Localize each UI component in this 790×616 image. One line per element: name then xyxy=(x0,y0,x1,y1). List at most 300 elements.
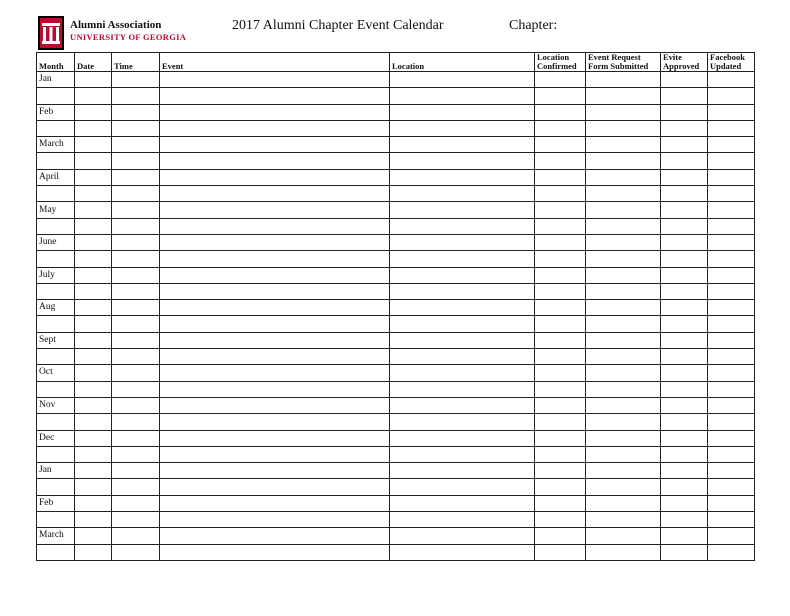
evite-approved-cell[interactable] xyxy=(661,88,708,104)
time-cell[interactable] xyxy=(112,88,160,104)
event-request-form-submitted-cell[interactable] xyxy=(586,528,661,544)
location-confirmed-cell[interactable] xyxy=(535,479,586,495)
event-request-form-submitted-cell[interactable] xyxy=(586,137,661,153)
evite-approved-cell[interactable] xyxy=(661,137,708,153)
date-cell[interactable] xyxy=(75,88,112,104)
date-cell[interactable] xyxy=(75,186,112,202)
location-cell[interactable] xyxy=(390,251,535,267)
time-cell[interactable] xyxy=(112,397,160,413)
location-confirmed-cell[interactable] xyxy=(535,218,586,234)
location-confirmed-cell[interactable] xyxy=(535,186,586,202)
arch-logo-icon xyxy=(38,16,64,50)
evite-approved-cell[interactable] xyxy=(661,267,708,283)
date-cell[interactable] xyxy=(75,349,112,365)
facebook-updated-cell[interactable] xyxy=(708,218,755,234)
date-cell[interactable] xyxy=(75,72,112,88)
event-cell[interactable] xyxy=(160,446,390,462)
month-cell xyxy=(37,381,75,397)
event-cell[interactable] xyxy=(160,300,390,316)
location-confirmed-cell[interactable] xyxy=(535,283,586,299)
table-row xyxy=(37,169,755,185)
month-cell xyxy=(37,153,75,169)
table-row xyxy=(37,202,755,218)
location-cell[interactable] xyxy=(390,88,535,104)
month-cell xyxy=(37,120,75,136)
facebook-updated-cell[interactable] xyxy=(708,72,755,88)
event-request-form-submitted-cell[interactable] xyxy=(586,120,661,136)
table-row xyxy=(37,218,755,234)
event-cell[interactable] xyxy=(160,479,390,495)
date-cell[interactable] xyxy=(75,365,112,381)
calendar-body xyxy=(37,72,755,561)
event-request-form-submitted-cell[interactable] xyxy=(586,365,661,381)
event-cell[interactable] xyxy=(160,234,390,250)
table-row xyxy=(37,381,755,397)
location-confirmed-cell[interactable] xyxy=(535,251,586,267)
date-cell[interactable] xyxy=(75,544,112,560)
event-cell[interactable] xyxy=(160,528,390,544)
table-row xyxy=(37,495,755,511)
evite-approved-cell[interactable] xyxy=(661,463,708,479)
date-cell[interactable] xyxy=(75,414,112,430)
time-cell[interactable] xyxy=(112,381,160,397)
facebook-updated-cell[interactable] xyxy=(708,381,755,397)
table-row xyxy=(37,251,755,267)
location-cell[interactable] xyxy=(390,463,535,479)
evite-approved-cell[interactable] xyxy=(661,218,708,234)
date-cell[interactable] xyxy=(75,495,112,511)
table-row xyxy=(37,283,755,299)
time-cell[interactable] xyxy=(112,218,160,234)
header-location: Location xyxy=(390,53,535,72)
event-cell[interactable] xyxy=(160,137,390,153)
event-request-form-submitted-cell[interactable] xyxy=(586,316,661,332)
event-cell[interactable] xyxy=(160,169,390,185)
date-cell[interactable] xyxy=(75,300,112,316)
evite-approved-cell[interactable] xyxy=(661,251,708,267)
month-cell: Feb xyxy=(37,104,75,120)
location-cell[interactable] xyxy=(390,218,535,234)
location-confirmed-cell[interactable] xyxy=(535,528,586,544)
table-row xyxy=(37,332,755,348)
logo-university-of-georgia: UNIVERSITY OF GEORGIA xyxy=(70,32,187,42)
evite-approved-cell[interactable] xyxy=(661,234,708,250)
time-cell[interactable] xyxy=(112,332,160,348)
event-request-form-submitted-cell[interactable] xyxy=(586,381,661,397)
month-cell xyxy=(37,218,75,234)
facebook-updated-cell[interactable] xyxy=(708,186,755,202)
event-cell[interactable] xyxy=(160,251,390,267)
time-cell[interactable] xyxy=(112,479,160,495)
location-cell[interactable] xyxy=(390,528,535,544)
evite-approved-cell[interactable] xyxy=(661,446,708,462)
evite-approved-cell[interactable] xyxy=(661,544,708,560)
event-cell[interactable] xyxy=(160,120,390,136)
month-cell xyxy=(37,186,75,202)
time-cell[interactable] xyxy=(112,186,160,202)
date-cell[interactable] xyxy=(75,169,112,185)
location-cell[interactable] xyxy=(390,495,535,511)
location-cell[interactable] xyxy=(390,430,535,446)
month-cell xyxy=(37,544,75,560)
evite-approved-cell[interactable] xyxy=(661,120,708,136)
date-cell[interactable] xyxy=(75,153,112,169)
location-cell[interactable] xyxy=(390,446,535,462)
evite-approved-cell[interactable] xyxy=(661,512,708,528)
evite-approved-cell[interactable] xyxy=(661,332,708,348)
location-cell[interactable] xyxy=(390,72,535,88)
location-confirmed-cell[interactable] xyxy=(535,72,586,88)
date-cell[interactable] xyxy=(75,104,112,120)
date-cell[interactable] xyxy=(75,316,112,332)
event-request-form-submitted-cell[interactable] xyxy=(586,495,661,511)
header-location-confirmed: Location Confirmed xyxy=(535,53,586,72)
date-cell[interactable] xyxy=(75,463,112,479)
month-cell: Jan xyxy=(37,72,75,88)
location-confirmed-cell[interactable] xyxy=(535,544,586,560)
date-cell[interactable] xyxy=(75,283,112,299)
time-cell[interactable] xyxy=(112,349,160,365)
location-cell[interactable] xyxy=(390,414,535,430)
evite-approved-cell[interactable] xyxy=(661,365,708,381)
event-cell[interactable] xyxy=(160,88,390,104)
event-cell[interactable] xyxy=(160,512,390,528)
facebook-updated-cell[interactable] xyxy=(708,234,755,250)
event-cell[interactable] xyxy=(160,463,390,479)
evite-approved-cell[interactable] xyxy=(661,72,708,88)
table-row xyxy=(37,479,755,495)
event-cell[interactable] xyxy=(160,349,390,365)
date-cell[interactable] xyxy=(75,267,112,283)
event-request-form-submitted-cell[interactable] xyxy=(586,153,661,169)
table-row xyxy=(37,300,755,316)
location-confirmed-cell[interactable] xyxy=(535,349,586,365)
logo-alumni-association: Alumni Association xyxy=(70,19,162,31)
location-confirmed-cell[interactable] xyxy=(535,463,586,479)
month-cell: March xyxy=(37,137,75,153)
facebook-updated-cell[interactable] xyxy=(708,153,755,169)
facebook-updated-cell[interactable] xyxy=(708,463,755,479)
evite-approved-cell[interactable] xyxy=(661,397,708,413)
location-confirmed-cell[interactable] xyxy=(535,414,586,430)
month-cell: Aug xyxy=(37,300,75,316)
time-cell[interactable] xyxy=(112,300,160,316)
location-confirmed-cell[interactable] xyxy=(535,137,586,153)
table-row xyxy=(37,397,755,413)
location-cell[interactable] xyxy=(390,267,535,283)
event-cell[interactable] xyxy=(160,316,390,332)
location-cell[interactable] xyxy=(390,365,535,381)
location-cell[interactable] xyxy=(390,120,535,136)
event-cell[interactable] xyxy=(160,332,390,348)
evite-approved-cell[interactable] xyxy=(661,414,708,430)
month-cell: Nov xyxy=(37,397,75,413)
month-cell: Oct xyxy=(37,365,75,381)
location-confirmed-cell[interactable] xyxy=(535,300,586,316)
facebook-updated-cell[interactable] xyxy=(708,316,755,332)
date-cell[interactable] xyxy=(75,430,112,446)
evite-approved-cell[interactable] xyxy=(661,316,708,332)
event-request-form-submitted-cell[interactable] xyxy=(586,267,661,283)
time-cell[interactable] xyxy=(112,430,160,446)
date-cell[interactable] xyxy=(75,381,112,397)
location-confirmed-cell[interactable] xyxy=(535,153,586,169)
event-request-form-submitted-cell[interactable] xyxy=(586,88,661,104)
time-cell[interactable] xyxy=(112,365,160,381)
location-cell[interactable] xyxy=(390,332,535,348)
facebook-updated-cell[interactable] xyxy=(708,397,755,413)
facebook-updated-cell[interactable] xyxy=(708,446,755,462)
month-cell: March xyxy=(37,528,75,544)
event-cell[interactable] xyxy=(160,365,390,381)
facebook-updated-cell[interactable] xyxy=(708,365,755,381)
date-cell[interactable] xyxy=(75,397,112,413)
event-request-form-submitted-cell[interactable] xyxy=(586,512,661,528)
location-confirmed-cell[interactable] xyxy=(535,446,586,462)
month-cell: July xyxy=(37,267,75,283)
facebook-updated-cell[interactable] xyxy=(708,169,755,185)
event-request-form-submitted-cell[interactable] xyxy=(586,349,661,365)
event-request-form-submitted-cell[interactable] xyxy=(586,397,661,413)
location-confirmed-cell[interactable] xyxy=(535,397,586,413)
month-cell xyxy=(37,512,75,528)
location-cell[interactable] xyxy=(390,202,535,218)
time-cell[interactable] xyxy=(112,251,160,267)
document-title: 2017 Alumni Chapter Event Calendar xyxy=(232,18,444,33)
time-cell[interactable] xyxy=(112,528,160,544)
facebook-updated-cell[interactable] xyxy=(708,349,755,365)
location-cell[interactable] xyxy=(390,479,535,495)
time-cell[interactable] xyxy=(112,544,160,560)
evite-approved-cell[interactable] xyxy=(661,381,708,397)
date-cell[interactable] xyxy=(75,218,112,234)
event-cell[interactable] xyxy=(160,202,390,218)
location-cell[interactable] xyxy=(390,137,535,153)
table-row xyxy=(37,365,755,381)
table-row xyxy=(37,528,755,544)
event-request-form-submitted-cell[interactable] xyxy=(586,218,661,234)
location-confirmed-cell[interactable] xyxy=(535,512,586,528)
location-confirmed-cell[interactable] xyxy=(535,316,586,332)
table-row xyxy=(37,267,755,283)
location-confirmed-cell[interactable] xyxy=(535,169,586,185)
event-request-form-submitted-cell[interactable] xyxy=(586,414,661,430)
facebook-updated-cell[interactable] xyxy=(708,544,755,560)
facebook-updated-cell[interactable] xyxy=(708,104,755,120)
event-request-form-submitted-cell[interactable] xyxy=(586,202,661,218)
table-row xyxy=(37,544,755,560)
evite-approved-cell[interactable] xyxy=(661,202,708,218)
location-cell[interactable] xyxy=(390,186,535,202)
facebook-updated-cell[interactable] xyxy=(708,512,755,528)
location-confirmed-cell[interactable] xyxy=(535,104,586,120)
location-cell[interactable] xyxy=(390,381,535,397)
header-date: Date xyxy=(75,53,112,72)
table-row xyxy=(37,463,755,479)
event-cell[interactable] xyxy=(160,397,390,413)
facebook-updated-cell[interactable] xyxy=(708,251,755,267)
event-request-form-submitted-cell[interactable] xyxy=(586,479,661,495)
date-cell[interactable] xyxy=(75,332,112,348)
location-cell[interactable] xyxy=(390,104,535,120)
location-cell[interactable] xyxy=(390,349,535,365)
evite-approved-cell[interactable] xyxy=(661,169,708,185)
event-cell[interactable] xyxy=(160,267,390,283)
date-cell[interactable] xyxy=(75,137,112,153)
location-confirmed-cell[interactable] xyxy=(535,495,586,511)
month-cell xyxy=(37,316,75,332)
time-cell[interactable] xyxy=(112,72,160,88)
evite-approved-cell[interactable] xyxy=(661,104,708,120)
facebook-updated-cell[interactable] xyxy=(708,479,755,495)
time-cell[interactable] xyxy=(112,137,160,153)
evite-approved-cell[interactable] xyxy=(661,186,708,202)
evite-approved-cell[interactable] xyxy=(661,479,708,495)
event-request-form-submitted-cell[interactable] xyxy=(586,169,661,185)
time-cell[interactable] xyxy=(112,446,160,462)
location-confirmed-cell[interactable] xyxy=(535,234,586,250)
location-cell[interactable] xyxy=(390,300,535,316)
event-request-form-submitted-cell[interactable] xyxy=(586,234,661,250)
location-confirmed-cell[interactable] xyxy=(535,88,586,104)
location-confirmed-cell[interactable] xyxy=(535,267,586,283)
facebook-updated-cell[interactable] xyxy=(708,88,755,104)
month-cell: Jan xyxy=(37,463,75,479)
table-row xyxy=(37,153,755,169)
date-cell[interactable] xyxy=(75,202,112,218)
evite-approved-cell[interactable] xyxy=(661,495,708,511)
time-cell[interactable] xyxy=(112,414,160,430)
event-cell[interactable] xyxy=(160,414,390,430)
location-cell[interactable] xyxy=(390,397,535,413)
month-cell xyxy=(37,414,75,430)
location-confirmed-cell[interactable] xyxy=(535,430,586,446)
date-cell[interactable] xyxy=(75,251,112,267)
facebook-updated-cell[interactable] xyxy=(708,528,755,544)
event-request-form-submitted-cell[interactable] xyxy=(586,544,661,560)
location-cell[interactable] xyxy=(390,283,535,299)
location-confirmed-cell[interactable] xyxy=(535,381,586,397)
facebook-updated-cell[interactable] xyxy=(708,430,755,446)
evite-approved-cell[interactable] xyxy=(661,430,708,446)
event-cell[interactable] xyxy=(160,495,390,511)
event-cell[interactable] xyxy=(160,430,390,446)
table-row xyxy=(37,446,755,462)
location-confirmed-cell[interactable] xyxy=(535,365,586,381)
time-cell[interactable] xyxy=(112,234,160,250)
event-cell[interactable] xyxy=(160,186,390,202)
event-cell[interactable] xyxy=(160,72,390,88)
event-request-form-submitted-cell[interactable] xyxy=(586,251,661,267)
evite-approved-cell[interactable] xyxy=(661,153,708,169)
table-row xyxy=(37,349,755,365)
table-row xyxy=(37,414,755,430)
date-cell[interactable] xyxy=(75,479,112,495)
event-cell[interactable] xyxy=(160,381,390,397)
facebook-updated-cell[interactable] xyxy=(708,283,755,299)
evite-approved-cell[interactable] xyxy=(661,528,708,544)
time-cell[interactable] xyxy=(112,202,160,218)
time-cell[interactable] xyxy=(112,463,160,479)
time-cell[interactable] xyxy=(112,169,160,185)
date-cell[interactable] xyxy=(75,512,112,528)
facebook-updated-cell[interactable] xyxy=(708,414,755,430)
event-request-form-submitted-cell[interactable] xyxy=(586,332,661,348)
evite-approved-cell[interactable] xyxy=(661,300,708,316)
header-evite-approved: Evite Approved xyxy=(661,53,708,72)
evite-approved-cell[interactable] xyxy=(661,349,708,365)
month-cell: Sept xyxy=(37,332,75,348)
month-cell xyxy=(37,283,75,299)
event-request-form-submitted-cell[interactable] xyxy=(586,463,661,479)
time-cell[interactable] xyxy=(112,153,160,169)
time-cell[interactable] xyxy=(112,495,160,511)
date-cell[interactable] xyxy=(75,528,112,544)
location-cell[interactable] xyxy=(390,544,535,560)
event-request-form-submitted-cell[interactable] xyxy=(586,283,661,299)
table-row xyxy=(37,430,755,446)
table-row xyxy=(37,234,755,250)
facebook-updated-cell[interactable] xyxy=(708,202,755,218)
time-cell[interactable] xyxy=(112,267,160,283)
time-cell[interactable] xyxy=(112,104,160,120)
facebook-updated-cell[interactable] xyxy=(708,495,755,511)
date-cell[interactable] xyxy=(75,234,112,250)
location-cell[interactable] xyxy=(390,512,535,528)
event-cell[interactable] xyxy=(160,218,390,234)
month-cell xyxy=(37,446,75,462)
event-request-form-submitted-cell[interactable] xyxy=(586,300,661,316)
location-cell[interactable] xyxy=(390,153,535,169)
facebook-updated-cell[interactable] xyxy=(708,120,755,136)
table-row xyxy=(37,104,755,120)
time-cell[interactable] xyxy=(112,283,160,299)
evite-approved-cell[interactable] xyxy=(661,283,708,299)
table-row xyxy=(37,72,755,88)
month-cell: April xyxy=(37,169,75,185)
event-request-form-submitted-cell[interactable] xyxy=(586,430,661,446)
event-request-form-submitted-cell[interactable] xyxy=(586,186,661,202)
event-request-form-submitted-cell[interactable] xyxy=(586,446,661,462)
time-cell[interactable] xyxy=(112,120,160,136)
table-row xyxy=(37,316,755,332)
event-cell[interactable] xyxy=(160,283,390,299)
location-cell[interactable] xyxy=(390,169,535,185)
location-confirmed-cell[interactable] xyxy=(535,332,586,348)
event-request-form-submitted-cell[interactable] xyxy=(586,72,661,88)
facebook-updated-cell[interactable] xyxy=(708,332,755,348)
table-row xyxy=(37,120,755,136)
table-row xyxy=(37,512,755,528)
date-cell[interactable] xyxy=(75,446,112,462)
event-cell[interactable] xyxy=(160,544,390,560)
time-cell[interactable] xyxy=(112,512,160,528)
date-cell[interactable] xyxy=(75,120,112,136)
event-cell[interactable] xyxy=(160,153,390,169)
month-cell: Feb xyxy=(37,495,75,511)
location-confirmed-cell[interactable] xyxy=(535,120,586,136)
facebook-updated-cell[interactable] xyxy=(708,300,755,316)
table-row xyxy=(37,137,755,153)
time-cell[interactable] xyxy=(112,316,160,332)
location-cell[interactable] xyxy=(390,316,535,332)
location-cell[interactable] xyxy=(390,234,535,250)
facebook-updated-cell[interactable] xyxy=(708,137,755,153)
event-cell[interactable] xyxy=(160,104,390,120)
facebook-updated-cell[interactable] xyxy=(708,267,755,283)
location-confirmed-cell[interactable] xyxy=(535,202,586,218)
event-request-form-submitted-cell[interactable] xyxy=(586,104,661,120)
